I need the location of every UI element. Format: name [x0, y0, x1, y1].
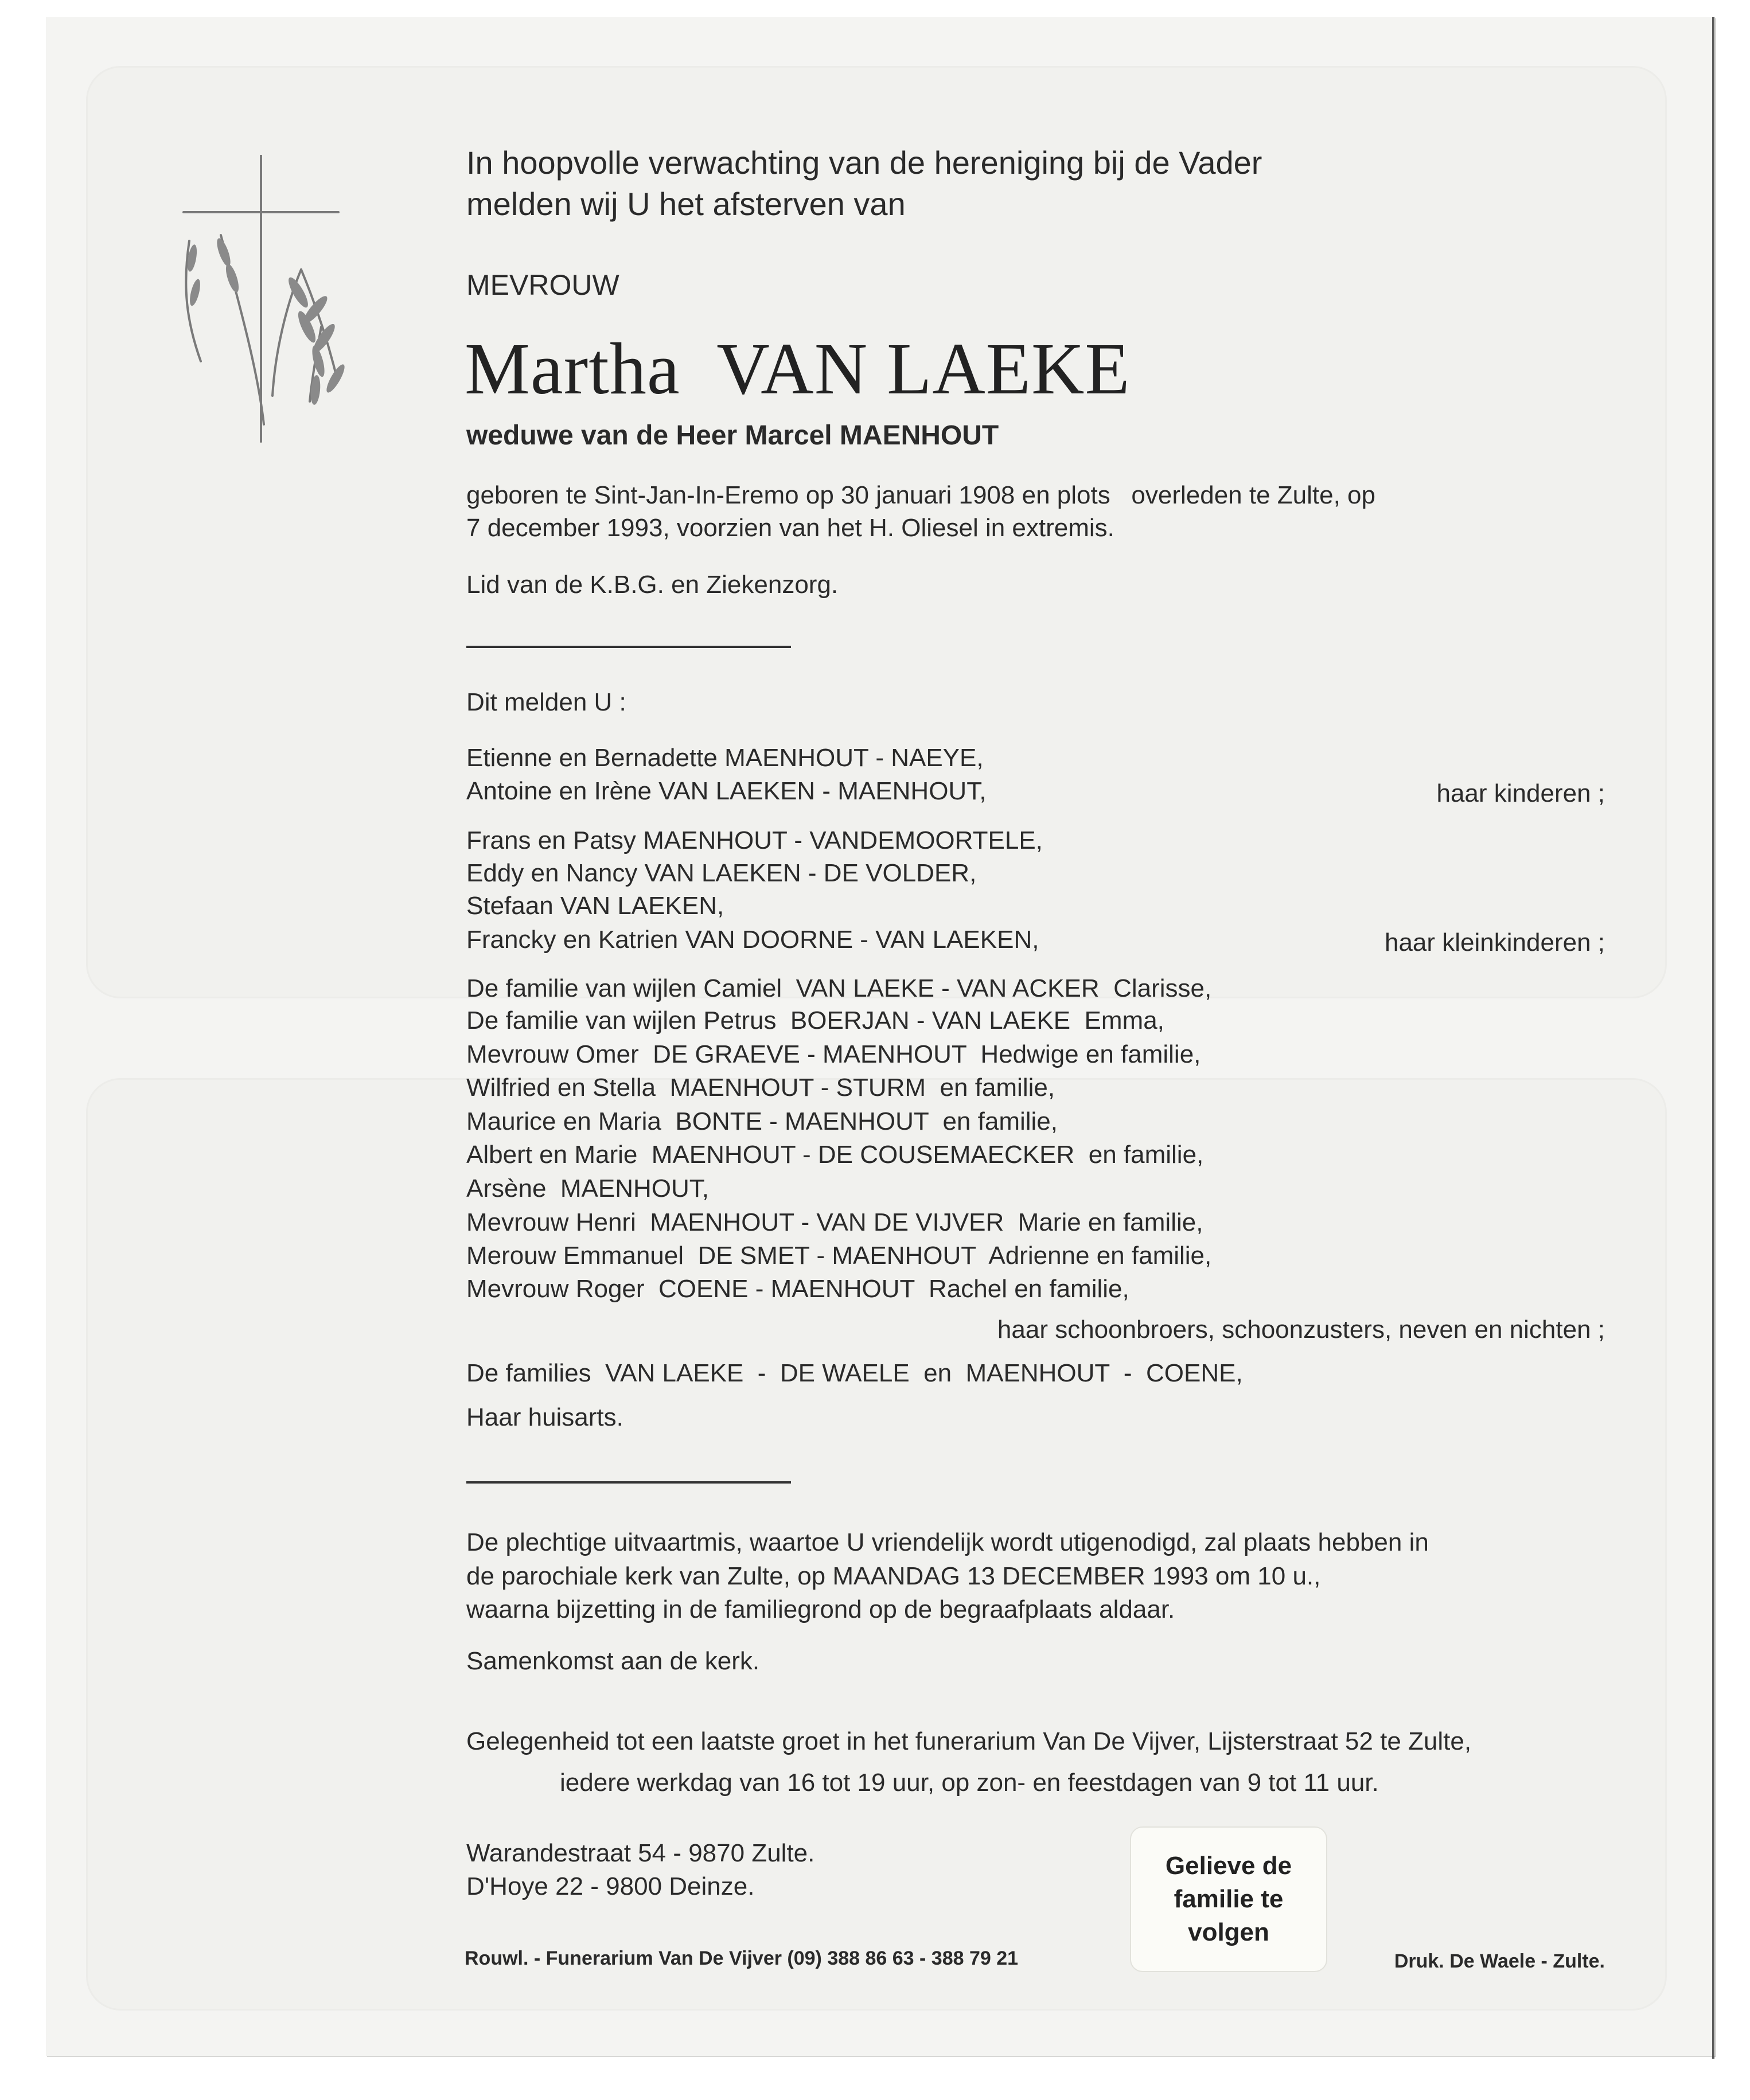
relative-line: Albert en Marie MAENHOUT - DE COUSEMAECKER en familie, [466, 1141, 1204, 1169]
funeral-line-3: waarna bijzetting in de familiegrond op de begraafplaats aldaar. [466, 1595, 1175, 1623]
undertaker-credit: Rouwl. - Funerarium Van De Vijver (09) 388 86 63 - 388 79 21 [465, 1947, 1019, 1969]
child-line: Antoine en Irène VAN LAEKEN - MAENHOUT, [466, 777, 987, 805]
address-line: Warandestraat 54 - 9870 Zulte. [466, 1839, 815, 1867]
relative-line: Mevrouw Omer DE GRAEVE - MAENHOUT Hedwige en familie, [466, 1040, 1201, 1068]
child-line: Etienne en Bernadette MAENHOUT - NAEYE, [466, 744, 984, 772]
address-line: D'Hoye 22 - 9800 Deinze. [466, 1872, 755, 1900]
gathering-line: Samenkomst aan de kerk. [466, 1647, 760, 1675]
relative-line: Maurice en Maria BONTE - MAENHOUT en familie, [466, 1107, 1058, 1135]
cross-wheat-icon [178, 155, 367, 453]
sheet-edge [1712, 17, 1714, 2059]
funeral-line-2: de parochiale kerk van Zulte, op MAANDAG 13 DECEMBER 1993 om 10 u., [466, 1562, 1321, 1590]
relatives-role: haar schoonbroers, schoonzusters, neven en nichten ; [997, 1316, 1605, 1344]
deceased-title: MEVROUW [466, 269, 619, 301]
follow-family-sticker [1130, 1826, 1327, 1972]
sticker-line: volgen [1188, 1918, 1269, 1946]
relative-line: Wilfried en Stella MAENHOUT - STURM en familie, [466, 1074, 1055, 1102]
relative-line: De familie van wijlen Petrus BOERJAN - VAN LAEKE Emma, [466, 1006, 1164, 1035]
intro-line-2: melden wij U het afsterven van [466, 186, 906, 222]
born-died-line-2: 7 december 1993, voorzien van het H. Oliesel in extremis. [466, 514, 1114, 542]
divider-bottom [466, 1481, 791, 1484]
spouse-line: weduwe van de Heer Marcel MAENHOUT [466, 420, 999, 451]
doctor-line: Haar huisarts. [466, 1403, 623, 1431]
funeral-line-1: De plechtige uitvaartmis, waartoe U vriendelijk wordt utigenodigd, zal plaats hebben in [466, 1528, 1429, 1556]
visitation-line-1: Gelegenheid tot een laatste groet in het funerarium Van De Vijver, Lijsterstraat 52 te Zulte, [466, 1727, 1472, 1755]
printer-credit: Druk. De Waele - Zulte. [1394, 1950, 1605, 1972]
relative-line: Merouw Emmanuel DE SMET - MAENHOUT Adrienne en familie, [466, 1242, 1212, 1270]
divider-top [466, 646, 791, 648]
grandchild-line: Frans en Patsy MAENHOUT - VANDEMOORTELE, [466, 826, 1043, 854]
sticker-line: Gelieve de [1165, 1852, 1292, 1880]
families-line: De families VAN LAEKE - DE WAELE en MAENHOUT - COENE, [466, 1359, 1243, 1387]
children-role: haar kinderen ; [1436, 779, 1605, 807]
grandchild-line: Stefaan VAN LAEKEN, [466, 892, 724, 920]
relative-line: Mevrouw Roger COENE - MAENHOUT Rachel en familie, [466, 1275, 1129, 1303]
relative-line: Arsène MAENHOUT, [466, 1174, 709, 1203]
relative-line: De familie van wijlen Camiel VAN LAEKE - VAN ACKER Clarisse, [466, 974, 1212, 1002]
visitation-line-2: iedere werkdag van 16 tot 19 uur, op zon- en feestdagen van 9 tot 11 uur. [560, 1769, 1379, 1797]
grandchild-line: Eddy en Nancy VAN LAEKEN - DE VOLDER, [466, 859, 977, 887]
grandchildren-role: haar kleinkinderen ; [1384, 928, 1605, 957]
announcement-heading: Dit melden U : [466, 688, 626, 716]
membership-line: Lid van de K.B.G. en Ziekenzorg. [466, 571, 839, 599]
sticker-line: familie te [1174, 1885, 1284, 1913]
intro-line-1: In hoopvolle verwachting van de hereniging bij de Vader [466, 145, 1262, 181]
relative-line: Mevrouw Henri MAENHOUT - VAN DE VIJVER Marie en familie, [466, 1208, 1203, 1236]
born-died-line-1: geboren te Sint-Jan-In-Eremo op 30 januari 1908 en plots overleden te Zulte, op [466, 481, 1375, 509]
deceased-name: Martha VAN LAEKE [465, 328, 1131, 409]
grandchild-line: Francky en Katrien VAN DOORNE - VAN LAEKEN, [466, 926, 1039, 954]
